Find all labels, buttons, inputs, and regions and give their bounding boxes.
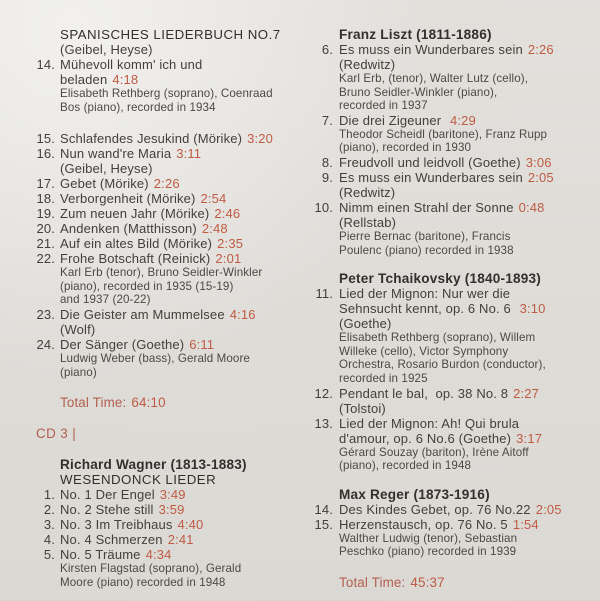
track-line-continuation (309, 215, 591, 230)
line-text: (Goethe) (339, 316, 392, 332)
line-text: Freudvoll und leidvoll (Goethe) (339, 154, 521, 170)
line-text: Kirsten Flagstad (soprano), Gerald (60, 562, 242, 576)
line-text: recorded in 1925 (339, 371, 428, 385)
track-line (36, 191, 300, 206)
column-left (36, 27, 300, 589)
line-text: Der Sänger (Goethe) (60, 336, 185, 352)
line-text: (piano), recorded in 1948 (339, 459, 472, 473)
track-line (309, 502, 591, 517)
line-text: Andenken (Matthisson) (60, 221, 197, 237)
track-number: 16. (36, 146, 55, 162)
track-number: 4. (43, 532, 55, 548)
line-text: Gérard Souzay (bariton), Irène Aitoff (339, 445, 529, 459)
composer-heading (309, 487, 591, 502)
line-text: Karl Erb (tenor), Bruno Seidler-Winkler (60, 266, 263, 280)
duration: 4:29 (450, 112, 476, 128)
line-text: and 1937 (20-22) (60, 293, 151, 307)
line-text: Max Reger (1873-1916) (339, 486, 490, 502)
line-text: Poulenc (piano) recorded in 1938 (339, 243, 514, 257)
line-text: Willeke (cello), Victor Symphony (339, 344, 509, 358)
track-number: 13. (314, 415, 333, 431)
duration: 0:48 (518, 199, 545, 215)
duration: 64:10 (131, 395, 166, 411)
line-text: WESENDONCK LIEDER (60, 472, 217, 488)
line-text: recorded in 1937 (339, 99, 428, 113)
track-number: 10. (314, 199, 333, 215)
track-number: 3. (43, 517, 55, 533)
track-number: 23. (36, 306, 55, 322)
track-number: 8. (321, 154, 333, 170)
spacer (36, 114, 300, 131)
line-text: Herzenstausch, op. 76 No. 5 (339, 516, 508, 532)
track-line-continuation (309, 316, 591, 331)
duration: 2:48 (201, 221, 228, 237)
line-text: SPANISCHES LIEDERBUCH NO.7 (60, 27, 281, 42)
line-text: Franz Liszt (1811-1886) (339, 27, 492, 42)
line-text: Elisabeth Rethberg (soprano), Willem (339, 331, 536, 345)
track-line (309, 155, 591, 170)
line-text: Des Kindes Gebet, op. 76 No.22 (339, 501, 531, 517)
duration: 3:20 (247, 131, 274, 147)
line-text: (Redwitz) (339, 184, 396, 200)
track-number: 7. (321, 112, 333, 128)
line-text: No. 1 Der Engel (60, 487, 155, 503)
composer-heading (309, 27, 591, 42)
track-line-continuation (36, 161, 300, 176)
track-number: 20. (36, 221, 55, 237)
line-text: Gebet (Mörike) (60, 176, 149, 192)
line-text: Nimm einen Strahl der Sonne (339, 199, 514, 215)
line-text: Die drei Zigeuner (339, 112, 446, 128)
total-time (309, 575, 591, 590)
spacer (36, 410, 300, 426)
performer-credit (309, 128, 591, 142)
performer-credit (309, 141, 591, 155)
work-subtitle (36, 42, 300, 57)
spacer (309, 257, 591, 271)
performer-credit (309, 372, 591, 386)
line-text: Pendant le bal, op. 38 No. 8 (339, 385, 509, 401)
track-line (36, 547, 300, 562)
performer-credit (36, 101, 300, 115)
work-title (36, 472, 300, 487)
track-number: 11. (315, 286, 333, 302)
track-line (309, 286, 591, 301)
line-text: Peter Tchaikovsky (1840-1893) (339, 271, 542, 287)
total-time (36, 395, 300, 410)
duration: 45:37 (410, 574, 445, 590)
performer-credit (309, 459, 591, 473)
work-title (36, 27, 300, 42)
performer-credit (36, 293, 300, 307)
duration: 2:35 (217, 236, 244, 252)
duration: 2:01 (215, 251, 242, 267)
performer-credit (309, 532, 591, 546)
track-line (309, 517, 591, 532)
line-text: Lied der Mignon: Nur wer die (339, 286, 511, 302)
track-line (309, 386, 591, 401)
line-text: No. 2 Stehe still (60, 502, 154, 518)
track-number: 14. (314, 501, 333, 517)
track-line (36, 251, 300, 266)
duration: 4:18 (112, 72, 139, 87)
line-text: Bos (piano), recorded in 1934 (60, 100, 216, 114)
line-text: Nun wand're Maria (60, 146, 172, 162)
duration: 1:54 (512, 516, 539, 532)
performer-credit (36, 266, 300, 280)
track-number: 9. (321, 169, 333, 185)
duration: 2:05 (535, 501, 562, 517)
line-text: Richard Wagner (1813-1883) (60, 457, 247, 473)
line-text: (Redwitz) (339, 57, 396, 72)
performer-credit (309, 99, 591, 113)
track-number: 14. (36, 57, 55, 72)
track-number: 18. (36, 191, 55, 207)
track-line-continuation (309, 185, 591, 200)
line-text: (piano), recorded in 1930 (339, 141, 472, 155)
line-text: Zum neuen Jahr (Mörike) (60, 206, 210, 222)
performer-credit (309, 345, 591, 359)
column-right (309, 27, 591, 590)
track-line-continuation (36, 322, 300, 337)
performer-credit (36, 280, 300, 294)
track-line (36, 176, 300, 191)
spacer (309, 473, 591, 487)
line-text: (piano), recorded in 1935 (15-19) (60, 279, 234, 293)
duration: 2:41 (167, 532, 194, 548)
track-line (36, 307, 300, 322)
performer-credit (309, 331, 591, 345)
performer-credit (309, 545, 591, 559)
line-text: Mühevoll komm' ich und (60, 57, 203, 72)
line-text: d'amour, op. 6 No.6 (Goethe) (339, 430, 512, 446)
line-text: No. 4 Schmerzen (60, 532, 163, 548)
track-line (309, 170, 591, 185)
duration: 2:05 (527, 169, 554, 185)
duration: 3:11 (176, 146, 202, 162)
line-text: (piano) (60, 365, 97, 379)
line-text: Moore (piano) recorded in 1948 (60, 575, 226, 589)
performer-credit (309, 358, 591, 372)
performer-credit (36, 352, 300, 366)
duration: 2:27 (513, 385, 540, 401)
track-number: 6. (321, 42, 333, 57)
track-line (36, 487, 300, 502)
performer-credit (309, 72, 591, 86)
track-line-continuation (36, 72, 300, 87)
track-line (36, 517, 300, 532)
performer-credit (309, 244, 591, 258)
line-text: Bruno Seidler-Winkler (piano), (339, 85, 498, 99)
line-text: No. 3 Im Treibhaus (60, 517, 173, 533)
track-line (36, 502, 300, 517)
track-number: 1. (43, 487, 55, 503)
total-time-label: Total Time: (339, 574, 406, 590)
cd-label (36, 426, 300, 441)
line-text: Schlafendes Jesukind (Mörike) (60, 131, 243, 147)
track-line (309, 416, 591, 431)
track-line (36, 236, 300, 251)
track-number: 21. (36, 236, 55, 252)
track-number: 15. (314, 516, 333, 532)
track-line (36, 57, 300, 72)
track-number: 15. (36, 131, 55, 147)
line-text: Es muss ein Wunderbares sein (339, 169, 523, 185)
performer-credit (309, 86, 591, 100)
duration: 2:26 (153, 176, 180, 192)
track-line (309, 42, 591, 57)
line-text: Elisabeth Rethberg (soprano), Coenraad (60, 87, 273, 100)
line-text: Frohe Botschaft (Reinick) (60, 251, 211, 267)
duration: 2:26 (527, 42, 554, 57)
line-text: Orchestra, Rosario Burdon (conductor), (339, 358, 546, 372)
performer-credit (309, 230, 591, 244)
line-text: Theodor Scheidl (baritone), Franz Rupp (339, 127, 548, 141)
duration: 2:54 (200, 191, 227, 207)
composer-heading (309, 271, 591, 286)
track-number: 2. (43, 502, 55, 518)
line-text: Karl Erb, (tenor), Walter Lutz (cello), (339, 72, 529, 85)
composer-heading (36, 457, 300, 472)
line-text: Die Geister am Mummelsee (60, 306, 225, 322)
duration: 3:59 (158, 502, 185, 518)
line-text: CD 3 | (36, 426, 77, 442)
duration: 2:46 (214, 206, 241, 222)
line-text: Pierre Bernac (baritone), Francis (339, 229, 511, 243)
duration: 3:06 (525, 154, 552, 170)
duration: 3:49 (159, 487, 186, 503)
track-number: 5. (43, 547, 55, 563)
spacer (309, 559, 591, 575)
track-line (36, 146, 300, 161)
performer-credit (309, 446, 591, 460)
track-line (36, 206, 300, 221)
track-line-continuation (309, 431, 591, 446)
track-line (309, 113, 591, 128)
duration: 3:17 (516, 430, 543, 446)
track-line (36, 221, 300, 236)
duration: 4:34 (145, 547, 172, 563)
track-line (36, 337, 300, 352)
line-text: No. 5 Träume (60, 547, 141, 563)
line-text: (Tolstoi) (339, 400, 386, 416)
track-number: 22. (36, 251, 55, 267)
spacer (36, 441, 300, 457)
track-line (36, 532, 300, 547)
track-number: 24. (36, 336, 55, 352)
line-text: (Geibel, Heyse) (60, 161, 153, 177)
performer-credit (36, 562, 300, 576)
line-text: Verborgenheit (Mörike) (60, 191, 196, 207)
duration: 6:11 (189, 336, 215, 352)
total-time-label: Total Time: (60, 395, 127, 411)
track-line (36, 131, 300, 146)
line-text: (Wolf) (60, 321, 96, 337)
line-text: Sehnsucht kennt, op. 6 No. 6 (339, 301, 515, 317)
line-text: Es muss ein Wunderbares sein (339, 42, 523, 57)
duration: 4:40 (177, 517, 204, 533)
performer-credit (36, 87, 300, 101)
line-text: (Rellstab) (339, 214, 397, 230)
track-line (309, 200, 591, 215)
line-text: Peschko (piano) recorded in 1939 (339, 545, 517, 559)
line-text: Walther Ludwig (tenor), Sebastian (339, 531, 518, 545)
line-text: Lied der Mignon: Ah! Qui brula (339, 415, 520, 431)
duration: 3:10 (519, 301, 546, 317)
performer-credit (36, 576, 300, 590)
spacer (36, 379, 300, 395)
line-text: Auf ein altes Bild (Mörike) (60, 236, 213, 252)
track-number: 19. (36, 206, 55, 222)
line-text: (Geibel, Heyse) (60, 42, 153, 57)
line-text: beladen (60, 72, 108, 87)
track-line-continuation (309, 401, 591, 416)
track-number: 12. (314, 385, 333, 401)
line-text: Ludwig Weber (bass), Gerald Moore (60, 351, 250, 365)
track-number: 17. (36, 176, 55, 192)
track-line-continuation (309, 301, 591, 316)
duration: 4:16 (229, 306, 256, 322)
track-line-continuation (309, 57, 591, 72)
performer-credit (36, 366, 300, 380)
